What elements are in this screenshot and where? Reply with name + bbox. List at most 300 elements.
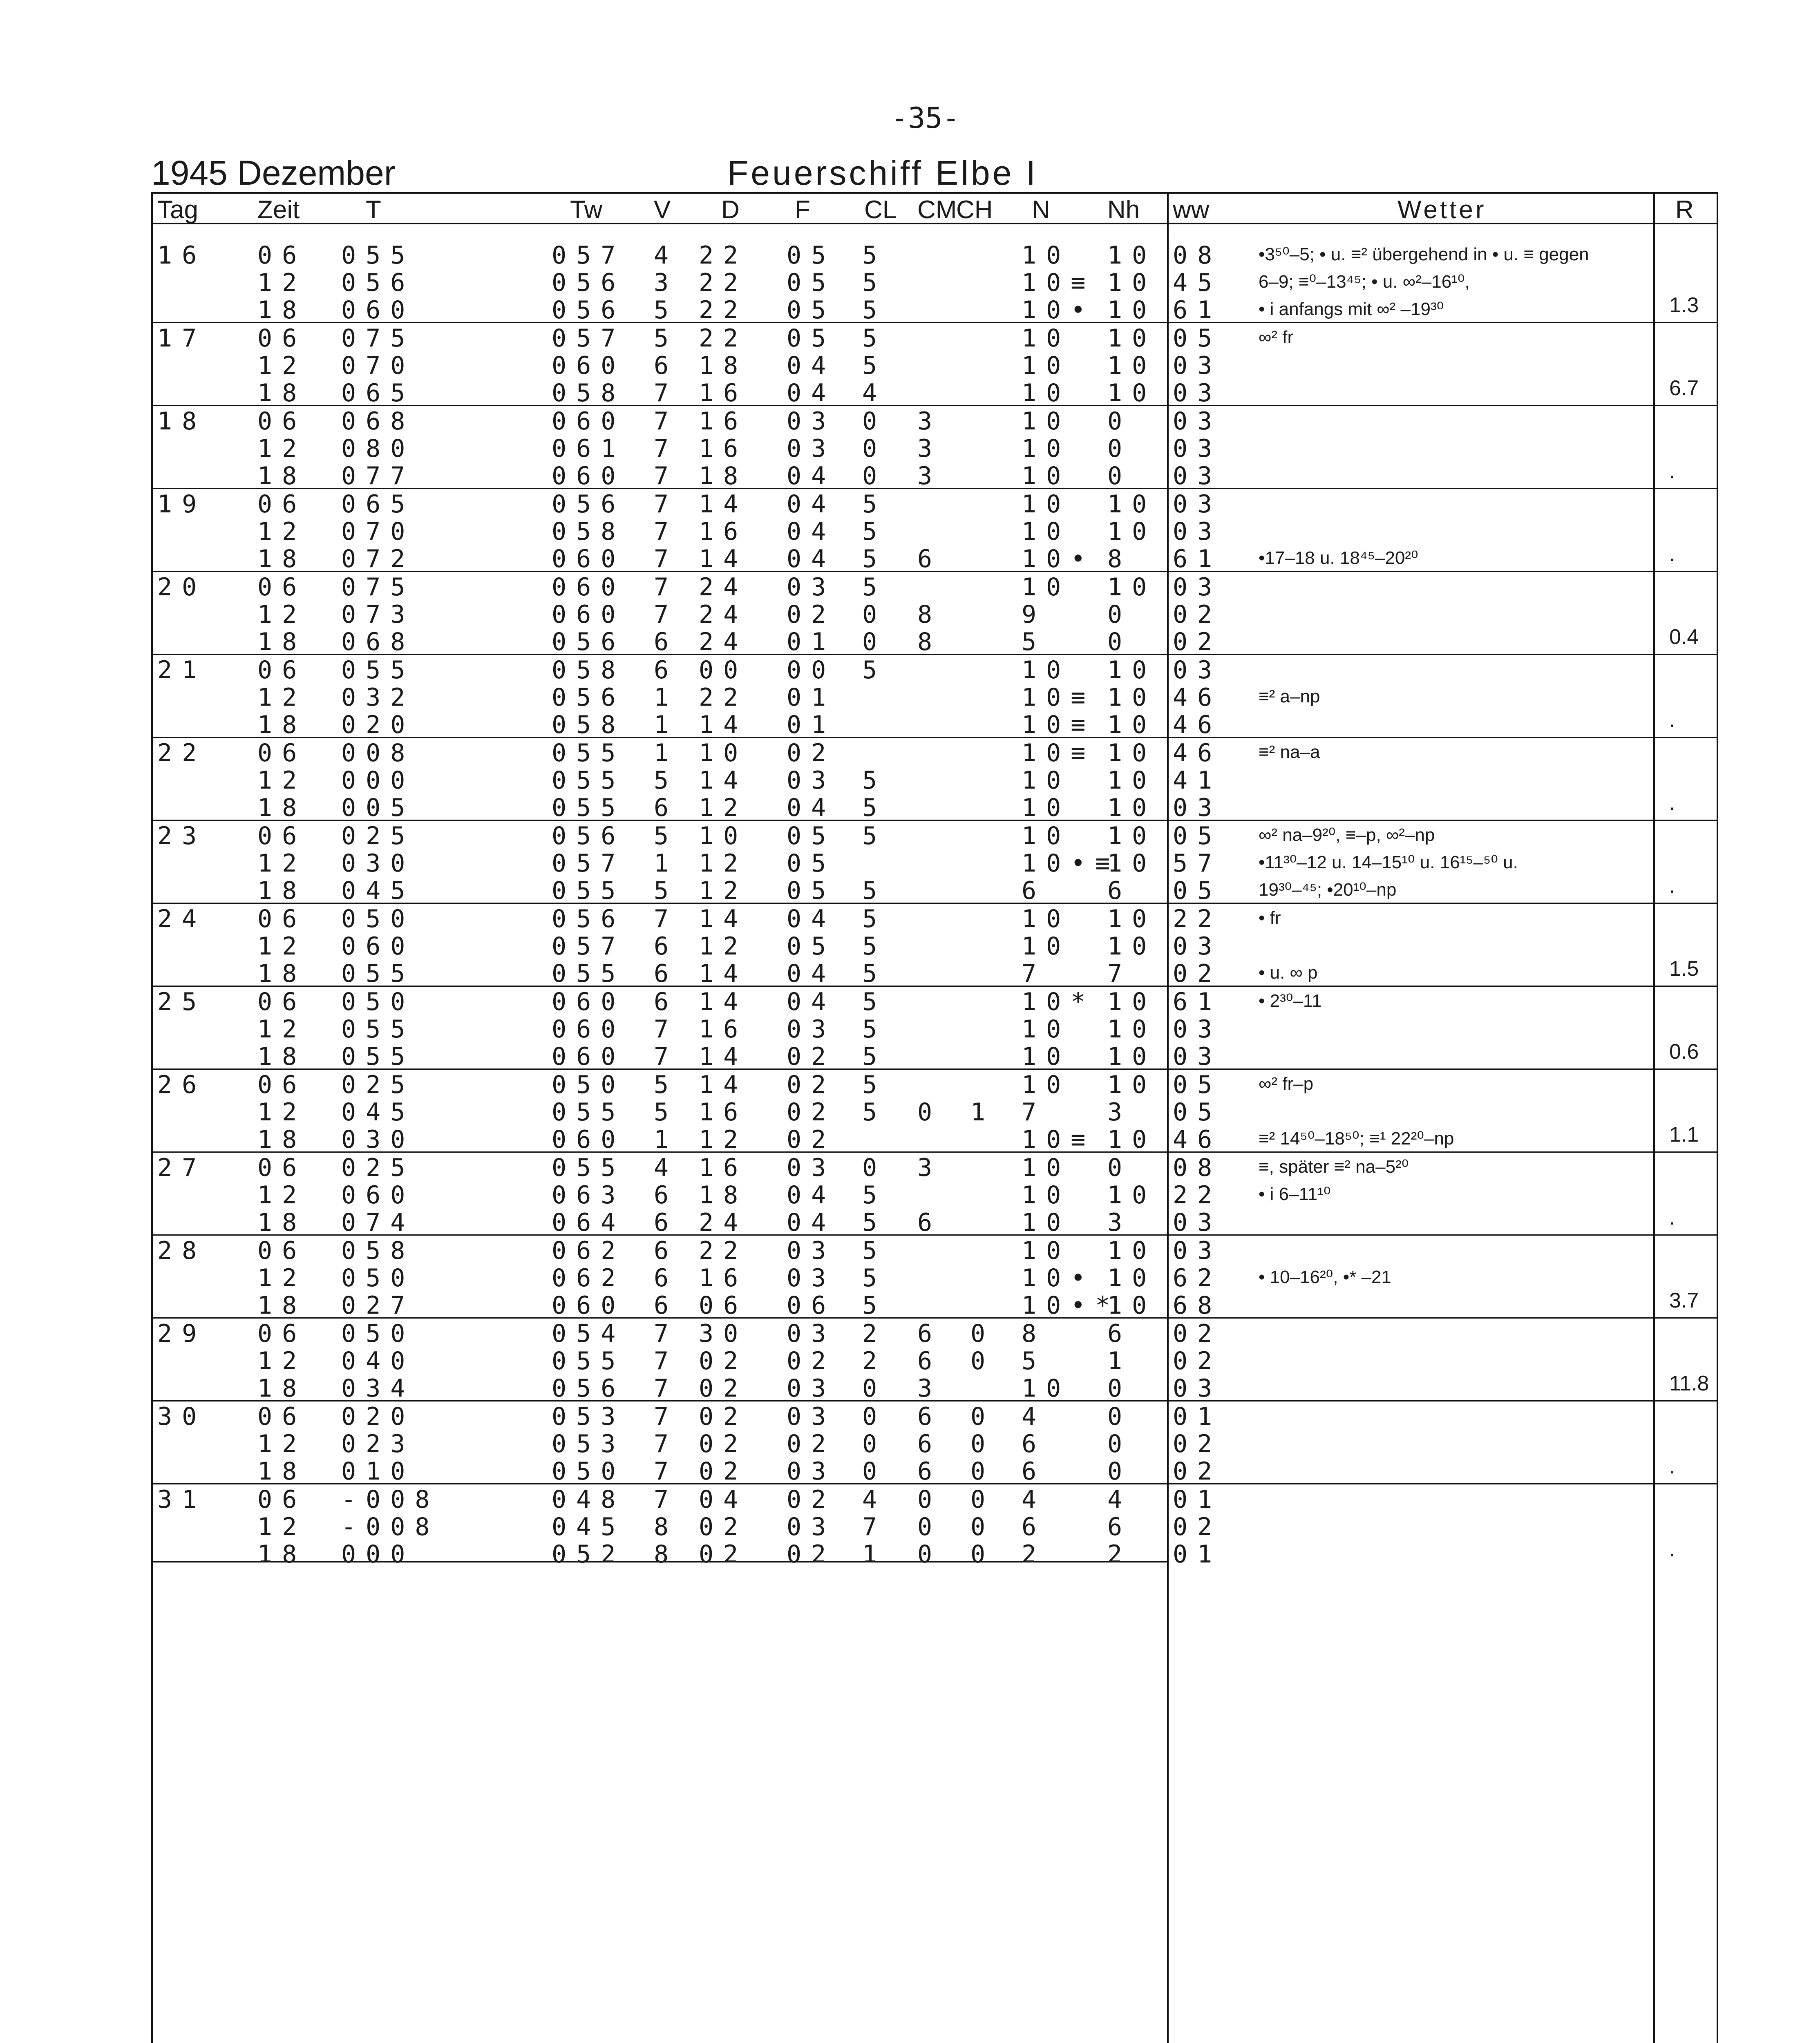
cell-n: 10•≡: [1022, 849, 1120, 878]
cell-tw: 056: [552, 268, 626, 297]
cell-ww: 41: [1173, 766, 1222, 795]
cell-nh: 10: [1107, 573, 1157, 601]
cell-n: 10≡: [1022, 1125, 1096, 1154]
cell-tw: 062: [552, 1264, 626, 1292]
cell-tw: 058: [552, 711, 626, 739]
cell-d: 22: [699, 1236, 748, 1265]
cell-f: 04: [787, 959, 836, 988]
cell-d: 02: [699, 1402, 748, 1431]
cell-n: 10: [1022, 1236, 1071, 1265]
cell-cl: 5: [862, 351, 887, 380]
cell-zeit: 12: [257, 1098, 307, 1127]
cell-cl: 5: [862, 1181, 887, 1209]
cell-n: 7: [1022, 1098, 1046, 1127]
cell-zeit: 06: [257, 324, 307, 353]
day-separator: [151, 903, 1718, 904]
cell-ww: 05: [1173, 324, 1222, 353]
cell-zeit: 12: [257, 932, 307, 961]
cell-tag: 30: [157, 1402, 207, 1431]
cell-ww: 03: [1173, 656, 1222, 684]
cell-wetter: ∞² fr–p: [1259, 1074, 1314, 1094]
cell-t: 055: [341, 1042, 415, 1071]
cell-t: 008: [341, 739, 415, 767]
cell-cl: 0: [862, 1402, 887, 1431]
cell-tw: 058: [552, 517, 626, 546]
cell-nh: 0: [1107, 407, 1132, 436]
cell-wetter: • i 6–11¹⁰: [1259, 1184, 1331, 1204]
cell-nh: 10: [1107, 794, 1157, 822]
cell-cl: 5: [862, 1098, 887, 1127]
cell-f: 03: [787, 1015, 836, 1044]
cell-d: 02: [699, 1457, 748, 1486]
cell-n: 9: [1022, 600, 1046, 629]
cell-ww: 03: [1173, 794, 1222, 822]
cell-tag: 23: [157, 822, 207, 850]
cell-nh: 6: [1107, 1513, 1132, 1541]
cell-n: 10≡: [1022, 711, 1096, 739]
cell-zeit: 18: [257, 1125, 307, 1154]
cell-tw: 055: [552, 1347, 626, 1375]
col-header-v: V: [654, 196, 671, 224]
cell-ww: 61: [1173, 988, 1222, 1016]
cell-d: 14: [699, 1042, 748, 1071]
cell-cl: 7: [862, 1513, 887, 1541]
cell-tag: 29: [157, 1319, 207, 1348]
cell-zeit: 12: [257, 766, 307, 795]
cell-t: 068: [341, 407, 415, 436]
cell-f: 02: [787, 1042, 836, 1071]
cell-f: 00: [787, 656, 836, 684]
cell-f: 01: [787, 711, 836, 739]
cell-f: 03: [787, 1374, 836, 1403]
col-header-r: R: [1675, 196, 1694, 224]
cell-t: 023: [341, 1430, 415, 1458]
cell-nh: 3: [1107, 1098, 1132, 1127]
cell-f: 02: [787, 1485, 836, 1514]
cell-n: 7: [1022, 959, 1046, 988]
cell-f: 05: [787, 849, 836, 878]
cell-zeit: 06: [257, 1485, 307, 1514]
cell-f: 02: [787, 1430, 836, 1458]
cell-tag: 22: [157, 739, 207, 767]
cell-d: 12: [699, 1125, 748, 1154]
cell-tw: 055: [552, 959, 626, 988]
cell-v: 7: [654, 407, 679, 436]
cell-t: 027: [341, 1291, 415, 1320]
cell-precip: 1.1: [1669, 1123, 1699, 1147]
cell-cl: 0: [862, 1153, 887, 1182]
cell-zeit: 12: [257, 1264, 307, 1292]
cell-nh: 10: [1107, 766, 1157, 795]
cell-precip: .: [1669, 459, 1675, 483]
cell-nh: 10: [1107, 656, 1157, 684]
cell-v: 1: [654, 849, 679, 878]
cell-nh: 10: [1107, 1071, 1157, 1099]
cell-ww: 03: [1173, 1208, 1222, 1237]
cell-wetter: ≡² a–np: [1259, 686, 1320, 706]
cell-n: 5: [1022, 628, 1046, 656]
cell-tw: 056: [552, 822, 626, 850]
cell-nh: 8: [1107, 545, 1132, 573]
cell-precip: .: [1669, 791, 1675, 815]
cell-v: 5: [654, 876, 679, 905]
cell-d: 16: [699, 1098, 748, 1127]
cell-t: 010: [341, 1457, 415, 1486]
day-separator: [151, 737, 1718, 738]
col-header-d: D: [721, 196, 740, 224]
cell-v: 6: [654, 1181, 679, 1209]
col-header-zeit: Zeit: [257, 196, 300, 224]
cell-n: 10•*: [1022, 1291, 1120, 1320]
cell-tw: 048: [552, 1485, 626, 1514]
cell-v: 1: [654, 739, 679, 767]
cell-nh: 10: [1107, 849, 1157, 878]
cell-ww: 05: [1173, 1098, 1222, 1127]
cell-precip: 0.6: [1669, 1040, 1699, 1064]
cell-t: 050: [341, 988, 415, 1016]
day-separator: [151, 820, 1718, 821]
cell-cl: 5: [862, 573, 887, 601]
cell-d: 02: [699, 1540, 748, 1569]
cell-ww: 03: [1173, 351, 1222, 380]
cell-v: 7: [654, 905, 679, 933]
cell-ww: 22: [1173, 905, 1222, 933]
cell-t: 000: [341, 1540, 415, 1569]
col-header-wetter: Wetter: [1397, 196, 1487, 224]
cell-n: 10: [1022, 932, 1071, 961]
cell-ww: 05: [1173, 822, 1222, 850]
cell-d: 24: [699, 1208, 748, 1237]
cell-nh: 6: [1107, 876, 1132, 905]
cell-nh: 10: [1107, 268, 1157, 297]
cell-t: 065: [341, 379, 415, 407]
cell-ww: 02: [1173, 628, 1222, 656]
day-separator: [151, 1151, 1718, 1153]
cell-cm: 0: [917, 1513, 942, 1541]
cell-tw: 050: [552, 1071, 626, 1099]
cell-n: 10: [1022, 324, 1071, 353]
cell-tw: 060: [552, 1042, 626, 1071]
cell-tw: 054: [552, 1319, 626, 1348]
cell-cm: 6: [917, 545, 942, 573]
cell-cl: 5: [862, 822, 887, 850]
cell-zeit: 06: [257, 1402, 307, 1431]
cell-n: 4: [1022, 1485, 1046, 1514]
cell-zeit: 12: [257, 1347, 307, 1375]
cell-v: 6: [654, 1208, 679, 1237]
column-divider-r: [1653, 192, 1655, 2043]
cell-n: 6: [1022, 1513, 1046, 1541]
cell-d: 22: [699, 324, 748, 353]
cell-t: 025: [341, 822, 415, 850]
cell-tw: 052: [552, 1540, 626, 1569]
cell-cl: 5: [862, 241, 887, 270]
cell-t: 032: [341, 683, 415, 712]
cell-n: 10: [1022, 1015, 1071, 1044]
cell-wetter: ∞² na–9²⁰, ≡–p, ∞²–np: [1259, 825, 1435, 845]
cell-t: 075: [341, 324, 415, 353]
cell-ch: 1: [970, 1098, 995, 1127]
cell-tag: 24: [157, 905, 207, 933]
cell-cl: 0: [862, 1430, 887, 1458]
cell-v: 5: [654, 1071, 679, 1099]
cell-cl: 5: [862, 296, 887, 324]
cell-t: 045: [341, 1098, 415, 1127]
cell-precip: 1.5: [1669, 957, 1699, 981]
cell-tw: 050: [552, 1457, 626, 1486]
cell-d: 30: [699, 1319, 748, 1348]
cell-cl: 2: [862, 1319, 887, 1348]
cell-n: 10: [1022, 1042, 1071, 1071]
cell-t: 005: [341, 794, 415, 822]
cell-n: 10•: [1022, 296, 1096, 324]
cell-ch: 0: [970, 1540, 995, 1569]
cell-f: 03: [787, 766, 836, 795]
cell-d: 14: [699, 905, 748, 933]
cell-tag: 26: [157, 1071, 207, 1099]
cell-zeit: 12: [257, 268, 307, 297]
cell-ww: 03: [1173, 1042, 1222, 1071]
cell-v: 7: [654, 1457, 679, 1486]
cell-f: 02: [787, 1347, 836, 1375]
cell-cl: 5: [862, 1236, 887, 1265]
cell-ww: 02: [1173, 1319, 1222, 1348]
cell-cl: 5: [862, 545, 887, 573]
cell-d: 22: [699, 241, 748, 270]
cell-v: 1: [654, 683, 679, 712]
cell-t: 073: [341, 600, 415, 629]
cell-v: 4: [654, 241, 679, 270]
cell-wetter: ≡² 14⁵⁰–18⁵⁰; ≡¹ 22²⁰–np: [1259, 1129, 1454, 1149]
cell-n: 10: [1022, 656, 1071, 684]
cell-n: 10*: [1022, 988, 1096, 1016]
cell-tw: 056: [552, 628, 626, 656]
cell-f: 02: [787, 1098, 836, 1127]
cell-ww: 01: [1173, 1402, 1222, 1431]
cell-nh: 10: [1107, 1125, 1157, 1154]
cell-n: 5: [1022, 1347, 1046, 1375]
cell-n: 10: [1022, 407, 1071, 436]
cell-tag: 20: [157, 573, 207, 601]
cell-cl: 0: [862, 600, 887, 629]
cell-cl: 1: [862, 1540, 887, 1569]
cell-v: 7: [654, 1347, 679, 1375]
cell-nh: 0: [1107, 1457, 1132, 1486]
cell-cm: 0: [917, 1485, 942, 1514]
cell-nh: 10: [1107, 379, 1157, 407]
cell-n: 10≡: [1022, 683, 1096, 712]
cell-n: 10: [1022, 905, 1071, 933]
cell-d: 02: [699, 1374, 748, 1403]
cell-n: 10•: [1022, 1264, 1096, 1292]
cell-zeit: 06: [257, 490, 307, 519]
page-number: -35-: [891, 101, 960, 135]
cell-ww: 08: [1173, 241, 1222, 270]
cell-tw: 057: [552, 324, 626, 353]
cell-ww: 03: [1173, 462, 1222, 490]
cell-wetter: ≡² na–a: [1259, 742, 1320, 762]
cell-v: 7: [654, 545, 679, 573]
cell-cl: 2: [862, 1347, 887, 1375]
cell-f: 02: [787, 600, 836, 629]
cell-f: 04: [787, 988, 836, 1016]
cell-d: 02: [699, 1347, 748, 1375]
cell-t: 034: [341, 1374, 415, 1403]
cell-t: 060: [341, 296, 415, 324]
cell-precip: 6.7: [1669, 376, 1699, 400]
cell-d: 18: [699, 1181, 748, 1209]
cell-wetter: ≡, später ≡² na–5²⁰: [1259, 1157, 1409, 1177]
day-separator: [151, 488, 1718, 489]
cell-ww: 03: [1173, 407, 1222, 436]
cell-d: 16: [699, 1153, 748, 1182]
cell-zeit: 18: [257, 1208, 307, 1237]
cell-d: 16: [699, 407, 748, 436]
cell-cl: 5: [862, 1015, 887, 1044]
cell-d: 00: [699, 656, 748, 684]
cell-f: 05: [787, 268, 836, 297]
cell-tw: 060: [552, 1291, 626, 1320]
cell-d: 12: [699, 794, 748, 822]
cell-cl: 0: [862, 462, 887, 490]
cell-n: 10: [1022, 1071, 1071, 1099]
cell-precip: 0.4: [1669, 625, 1699, 649]
cell-tw: 055: [552, 1098, 626, 1127]
cell-cl: 5: [862, 1264, 887, 1292]
cell-t: 020: [341, 711, 415, 739]
cell-f: 03: [787, 1457, 836, 1486]
cell-zeit: 18: [257, 1291, 307, 1320]
cell-f: 04: [787, 379, 836, 407]
cell-wetter: •3⁵⁰–5; • u. ≡² übergehend in • u. ≡ gegen: [1259, 244, 1589, 264]
cell-nh: 10: [1107, 683, 1157, 712]
cell-v: 7: [654, 462, 679, 490]
cell-t: 025: [341, 1153, 415, 1182]
cell-t: 055: [341, 241, 415, 270]
cell-f: 02: [787, 1071, 836, 1099]
cell-d: 12: [699, 932, 748, 961]
cell-d: 14: [699, 988, 748, 1016]
cell-d: 12: [699, 849, 748, 878]
cell-zeit: 12: [257, 849, 307, 878]
cell-tw: 060: [552, 351, 626, 380]
cell-wetter: • u. ∞ p: [1259, 963, 1318, 983]
cell-t: 056: [341, 268, 415, 297]
cell-d: 02: [699, 1513, 748, 1541]
cell-ww: 05: [1173, 1071, 1222, 1099]
cell-tw: 056: [552, 490, 626, 519]
cell-precip: 3.7: [1669, 1289, 1699, 1312]
cell-d: 14: [699, 766, 748, 795]
cell-zeit: 18: [257, 959, 307, 988]
cell-f: 05: [787, 822, 836, 850]
cell-zeit: 06: [257, 739, 307, 767]
cell-t: 074: [341, 1208, 415, 1237]
cell-zeit: 06: [257, 905, 307, 933]
cell-n: 10: [1022, 1181, 1071, 1209]
cell-t: 055: [341, 959, 415, 988]
cell-tw: 063: [552, 1181, 626, 1209]
cell-nh: 10: [1107, 517, 1157, 546]
cell-zeit: 06: [257, 988, 307, 1016]
cell-t: -008: [341, 1513, 440, 1541]
cell-f: 04: [787, 905, 836, 933]
cell-nh: 10: [1107, 1042, 1157, 1071]
cell-cl: 5: [862, 932, 887, 961]
cell-nh: 10: [1107, 296, 1157, 324]
cell-f: 05: [787, 296, 836, 324]
cell-v: 6: [654, 794, 679, 822]
cell-nh: 10: [1107, 1236, 1157, 1265]
cell-zeit: 12: [257, 1015, 307, 1044]
cell-n: 10: [1022, 517, 1071, 546]
cell-cl: 0: [862, 1374, 887, 1403]
cell-f: 02: [787, 739, 836, 767]
cell-ww: 01: [1173, 1485, 1222, 1514]
cell-f: 04: [787, 351, 836, 380]
cell-nh: 10: [1107, 1264, 1157, 1292]
cell-n: 10: [1022, 351, 1071, 380]
cell-v: 8: [654, 1540, 679, 1569]
cell-t: 025: [341, 1071, 415, 1099]
cell-v: 7: [654, 600, 679, 629]
cell-precip: .: [1669, 1455, 1675, 1478]
cell-nh: 10: [1107, 1291, 1157, 1320]
cell-cl: 4: [862, 1485, 887, 1514]
cell-ww: 03: [1173, 434, 1222, 463]
cell-v: 1: [654, 1125, 679, 1154]
cell-tw: 060: [552, 545, 626, 573]
cell-t: 070: [341, 517, 415, 546]
cell-tw: 057: [552, 241, 626, 270]
cell-n: 8: [1022, 1319, 1046, 1348]
cell-ww: 02: [1173, 1457, 1222, 1486]
cell-tw: 062: [552, 1236, 626, 1265]
cell-zeit: 06: [257, 407, 307, 436]
cell-tw: 055: [552, 794, 626, 822]
cell-zeit: 06: [257, 656, 307, 684]
cell-tw: 060: [552, 573, 626, 601]
cell-cm: 6: [917, 1457, 942, 1486]
cell-cl: 0: [862, 628, 887, 656]
cell-f: 05: [787, 876, 836, 905]
cell-n: 10: [1022, 1153, 1071, 1182]
cell-ww: 61: [1173, 296, 1222, 324]
col-header-tw: Tw: [570, 196, 603, 224]
cell-f: 04: [787, 490, 836, 519]
cell-n: 10: [1022, 794, 1071, 822]
cell-tag: 21: [157, 656, 207, 684]
cell-f: 03: [787, 407, 836, 436]
cell-ww: 03: [1173, 517, 1222, 546]
cell-nh: 10: [1107, 822, 1157, 850]
cell-nh: 10: [1107, 739, 1157, 767]
cell-v: 7: [654, 573, 679, 601]
cell-ch: 0: [970, 1430, 995, 1458]
cell-cl: 5: [862, 656, 887, 684]
cell-t: 020: [341, 1402, 415, 1431]
cell-f: 04: [787, 545, 836, 573]
cell-v: 7: [654, 1485, 679, 1514]
cell-precip: .: [1669, 1206, 1675, 1229]
cell-t: 050: [341, 905, 415, 933]
cell-n: 10: [1022, 434, 1071, 463]
cell-cm: 0: [917, 1540, 942, 1569]
cell-v: 5: [654, 324, 679, 353]
cell-v: 5: [654, 766, 679, 795]
cell-d: 14: [699, 545, 748, 573]
cell-zeit: 06: [257, 573, 307, 601]
